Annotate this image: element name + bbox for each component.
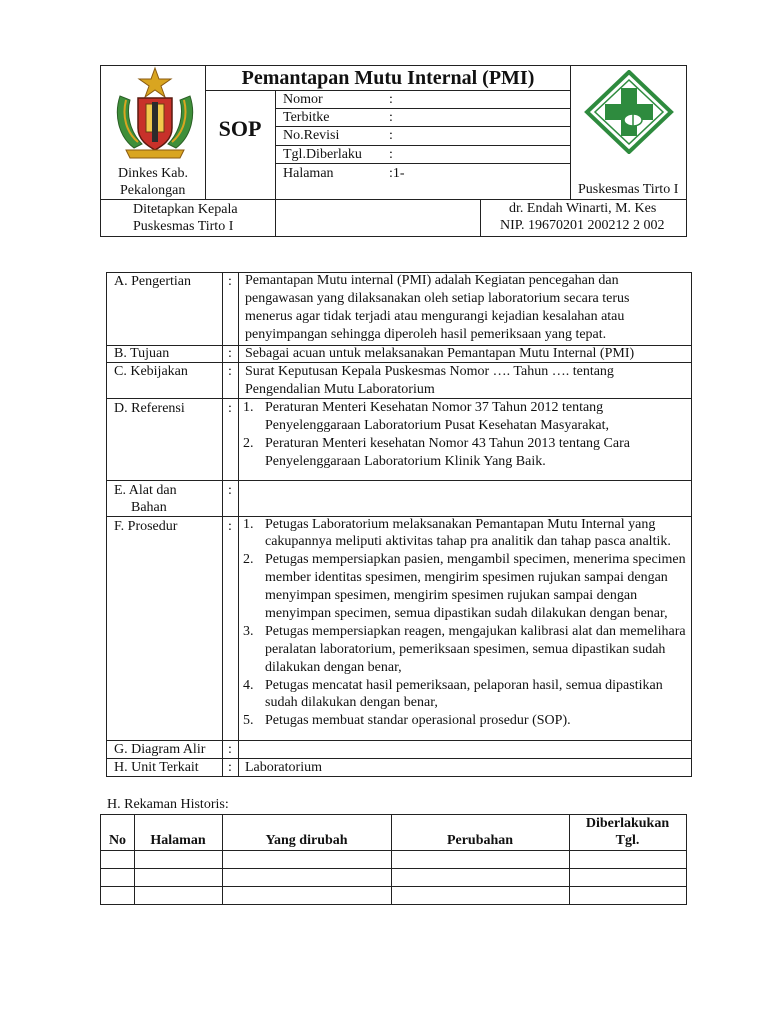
prosedur-item-num: 3. <box>243 624 254 639</box>
prosedur-item-line: cakupannya meliputi aktivitas tahap pra analitik dan tahap pasca analtik. <box>265 534 671 549</box>
field-value-nomor: : <box>389 92 393 107</box>
history-col-tgl: Tgl. <box>615 833 640 848</box>
prosedur-item-num: 2. <box>243 552 254 567</box>
field-value-terbitke: : <box>389 110 393 125</box>
signer-name: dr. Endah Winarti, M. Kes <box>509 201 657 216</box>
right-org: Puskesmas Tirto I <box>578 182 679 197</box>
pengertian-line: Pemantapan Mutu internal (PMI) adalah Kegiatan pencegahan dan <box>245 273 619 288</box>
prosedur-item-num: 5. <box>243 713 254 728</box>
history-title: H. Rekaman Historis: <box>107 797 229 812</box>
prosedur-item-num: 4. <box>243 678 254 693</box>
field-label-tgl-diberlaku: Tgl.Diberlaku <box>283 147 362 162</box>
left-org-line1: Dinkes Kab. <box>118 166 188 181</box>
history-col-yang-dirubah: Yang dirubah <box>265 833 348 848</box>
prosedur-item-num: 1. <box>243 517 254 532</box>
prosedur-item-line: peralatan laboratorium, pemeriksaan spesimen, semua dipastikan sudah <box>265 642 666 657</box>
dinkes-emblem <box>112 66 198 160</box>
signer-nip: NIP. 19670201 200212 2 002 <box>500 218 665 233</box>
field-label-halaman: Halaman <box>283 166 334 181</box>
kebijakan-line: Pengendalian Mutu Laboratorium <box>245 382 435 397</box>
tujuan-colon: : <box>228 346 232 361</box>
referensi-item-num: 2. <box>243 436 254 451</box>
history-col-no: No <box>108 833 127 848</box>
prosedur-item-line: sudah dilakukan dengan benar, <box>265 695 438 710</box>
history-col-diberlakukan: Diberlakukan <box>585 816 670 831</box>
field-value-halaman: :1- <box>389 166 405 181</box>
pengertian-line: menerus agar tidak terjadi atau mengurangi kejadian kesalahan atau <box>245 309 625 324</box>
ditetapkan-line2: Puskesmas Tirto I <box>133 219 234 234</box>
kebijakan-colon: : <box>228 364 232 379</box>
alat-colon: : <box>228 483 232 498</box>
referensi-item-line: Peraturan Menteri kesehatan Nomor 43 Tahun 2013 tentang Cara <box>265 436 630 451</box>
referensi-item-line: Penyelenggaraan Laboratorium Pusat Kesehatan Masyarakat, <box>265 418 610 433</box>
prosedur-item-line: Petugas mencatat hasil pemeriksaan, pelaporan hasil, semua dipastikan <box>265 678 663 693</box>
referensi-item-line: Peraturan Menteri Kesehatan Nomor 37 Tahun 2012 tentang <box>265 400 604 415</box>
prosedur-item-line: dilakukan dengan benar, <box>265 660 402 675</box>
tujuan-label: B. Tujuan <box>114 346 170 361</box>
kebijakan-label: C. Kebijakan <box>114 364 188 379</box>
prosedur-item-line: menyimpan spesimen, mengirim spesimen rujukan sampai dengan <box>265 588 638 603</box>
prosedur-item-line: member identitas spesimen, mengirim spesimen rujukan sampai dengan <box>265 570 668 585</box>
sop-label: SOP <box>218 116 262 141</box>
prosedur-item-line: Petugas Laboratorium melaksanakan Pemantapan Mutu Internal yang <box>265 517 656 532</box>
document-title: Pemantapan Mutu Internal (PMI) <box>241 67 535 89</box>
unit-label: H. Unit Terkait <box>114 760 199 775</box>
puskesmas-logo <box>583 70 675 154</box>
unit-text: Laboratorium <box>245 760 322 775</box>
field-label-no-revisi: No.Revisi <box>283 128 340 143</box>
referensi-colon: : <box>228 401 232 416</box>
referensi-item-line: Penyelenggaraan Laboratorium Klinik Yang Baik. <box>265 454 546 469</box>
pengertian-label: A. Pengertian <box>114 274 191 289</box>
alat-label-line2: Bahan <box>131 500 167 515</box>
pengertian-line: penyimpangan sehingga diperoleh hasil pemeriksaan yang tepat. <box>245 327 607 342</box>
tujuan-text: Sebagai acuan untuk melaksanakan Pemantapan Mutu Internal (PMI) <box>245 346 635 361</box>
ditetapkan-line1: Ditetapkan Kepala <box>133 202 238 217</box>
prosedur-item-line: Petugas mempersiapkan reagen, mengajukan kalibrasi alat dan memelihara <box>265 624 686 639</box>
prosedur-item-line: Petugas mempersiapkan pasien, mengambil specimen, menerima specimen <box>265 552 686 567</box>
kebijakan-line: Surat Keputusan Kepala Puskesmas Nomor …. Tahun …. tentang <box>245 364 614 379</box>
diagram-colon: : <box>228 742 232 757</box>
prosedur-item-line: menyimpan specimen, semua dipastikan sudah dilakukan dengan benar, <box>265 606 668 621</box>
referensi-item-num: 1. <box>243 400 254 415</box>
field-value-tgl-diberlaku: : <box>389 147 393 162</box>
field-label-terbitke: Terbitke <box>283 110 330 125</box>
field-label-nomor: Nomor <box>283 92 323 107</box>
pengertian-colon: : <box>228 274 232 289</box>
prosedur-item-line: Petugas membuat standar operasional prosedur (SOP). <box>265 713 571 728</box>
unit-colon: : <box>228 760 232 775</box>
alat-label-line1: E. Alat dan <box>114 483 177 498</box>
diagram-label: G. Diagram Alir <box>114 742 206 757</box>
left-org-line2: Pekalongan <box>120 183 186 198</box>
prosedur-label: F. Prosedur <box>114 519 178 534</box>
pengertian-line: pengawasan yang dilaksanakan oleh setiap laboratorium secara terus <box>245 291 630 306</box>
field-value-no-revisi: : <box>389 128 393 143</box>
prosedur-colon: : <box>228 519 232 534</box>
referensi-label: D. Referensi <box>114 401 185 416</box>
history-col-halaman: Halaman <box>150 833 206 848</box>
history-col-perubahan: Perubahan <box>446 833 514 848</box>
